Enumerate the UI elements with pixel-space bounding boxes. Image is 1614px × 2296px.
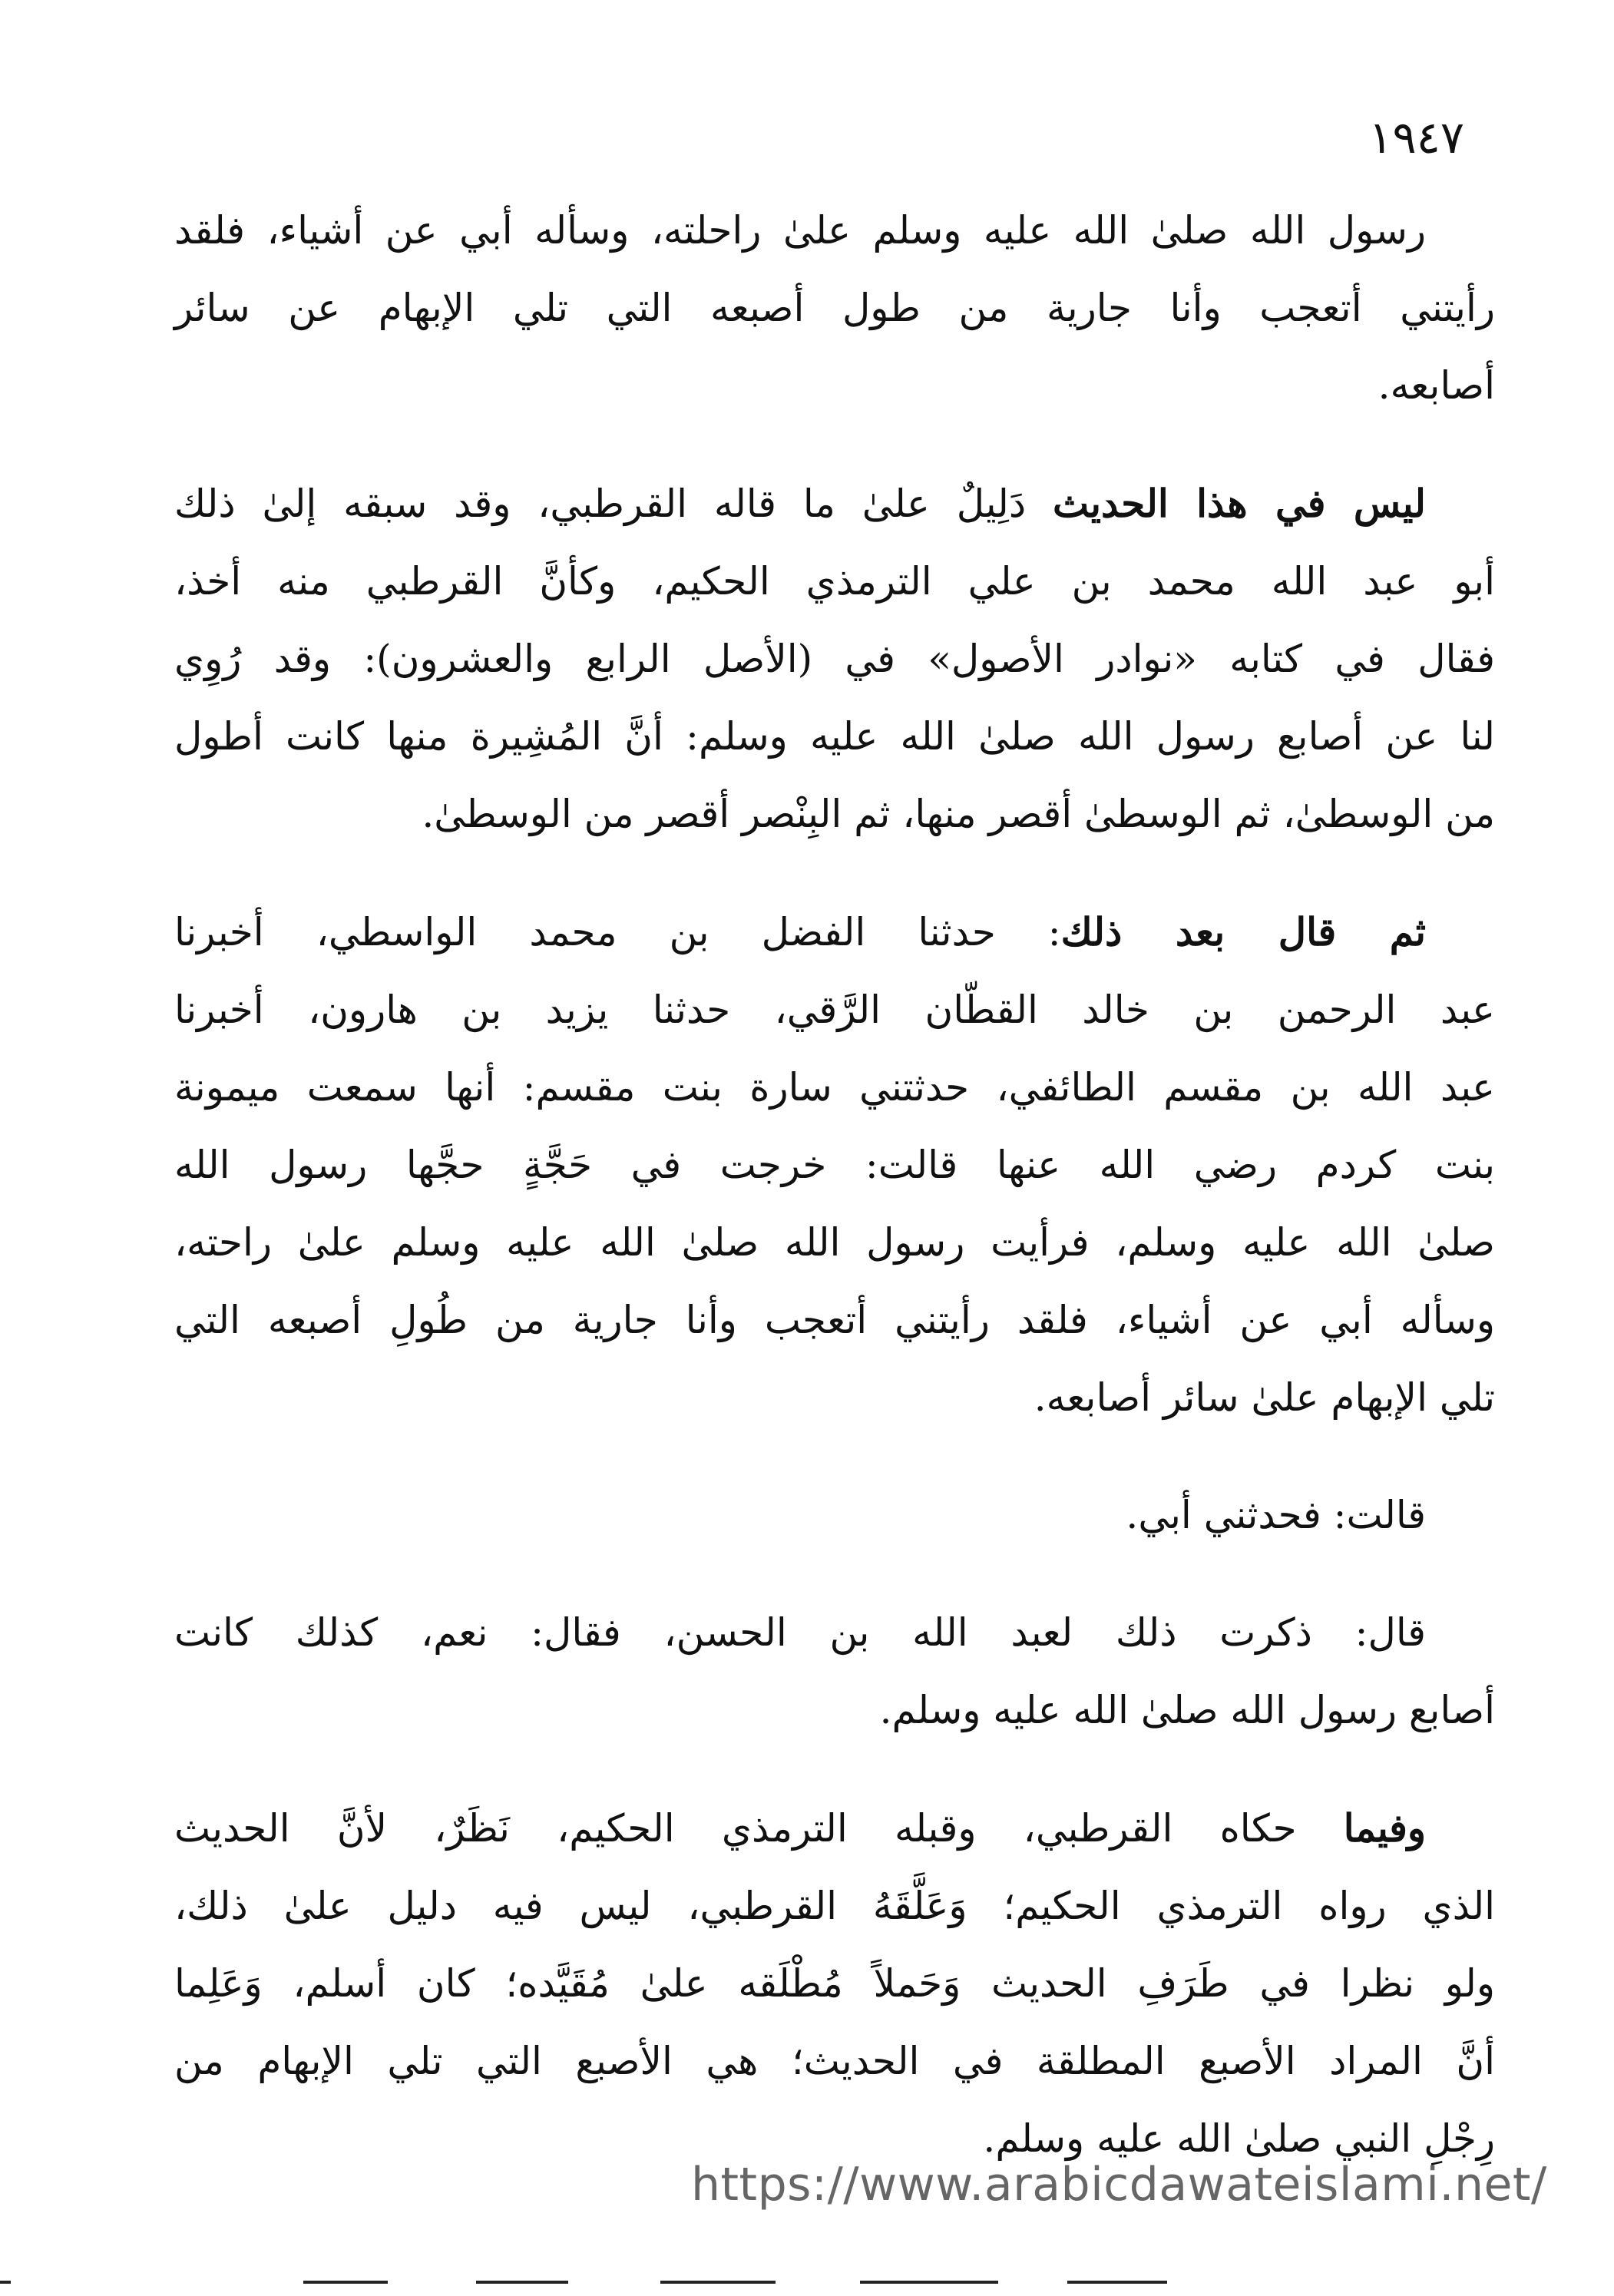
scan-mark	[860, 2281, 998, 2284]
text-line: قال: ذكرت ذلك لعبد الله بن الحسن، فقال: نعم، كذلك كانت	[174, 1610, 1426, 1655]
text-line: تلي الإبهام علىٰ سائر أصابعه.	[1034, 1375, 1495, 1420]
text-line: أصابع رسول الله صلىٰ الله عليه وسلم.	[879, 1688, 1495, 1732]
paragraph-1	[174, 192, 1495, 425]
text-line: الذي رواه الترمذي الحكيم؛ وَعَلَّقَهُ القرطبي، ليس فيه دليل علىٰ ذلك،	[174, 1884, 1495, 1928]
text-line: صلىٰ الله عليه وسلم، فرأيت رسول الله صلىٰ الله عليه وسلم علىٰ راحته،	[174, 1220, 1495, 1265]
text-line: رأيتني أتعجب وأنا جارية من طول أصبعه التي تلي الإبهام عن سائر	[174, 286, 1495, 330]
paragraph-lead: وفيما	[1343, 1805, 1426, 1851]
scan-mark	[303, 2281, 388, 2284]
page-body	[174, 192, 1495, 2218]
text-line: أنَّ المراد الأصبع المطلقة في الحديث؛ هي الأصبع التي تلي الإبهام من	[174, 2039, 1495, 2083]
paragraph-lead: ثم قال بعد ذلك	[1060, 909, 1426, 954]
text-line	[174, 893, 1495, 971]
scan-mark	[660, 2281, 776, 2284]
text-line	[174, 1789, 1495, 1868]
paragraph-4	[174, 1477, 1495, 1554]
text-line: لنا عن أصابع رسول الله صلىٰ الله عليه وسلم: أنَّ المُشِيرة منها كانت أطول	[174, 714, 1495, 759]
text-line: من الوسطىٰ، ثم الوسطىٰ أقصر منها، ثم البِنْصر أقصر من الوسطىٰ.	[422, 792, 1495, 836]
paragraph-6	[174, 1789, 1495, 2178]
text-line	[174, 465, 1495, 543]
paragraph-3	[174, 893, 1495, 1437]
text-run: حكاه القرطبي، وقبله الترمذي الحكيم، نَظَرٌ، لأنَّ الحديث	[174, 1806, 1344, 1851]
text-line: فقال في كتابه «نوادر الأصول» في (الأصل الرابع والعشرون): وقد رُوِي	[174, 637, 1495, 681]
text-line: أصابعه.	[1378, 363, 1495, 408]
scan-mark	[1067, 2281, 1167, 2284]
text-line: رسول الله صلىٰ الله عليه وسلم علىٰ راحلته، وسأله أبي عن أشياء، فلقد	[174, 208, 1426, 253]
text-line: بنت كردم رضي الله عنها قالت: خرجت في حَجَّةٍ حجَّها رسول الله	[174, 1143, 1495, 1187]
scan-mark	[0, 2281, 11, 2284]
paragraph-5	[174, 1594, 1495, 1749]
paragraph-2	[174, 465, 1495, 853]
text-line: قالت: فحدثني أبي.	[1126, 1493, 1426, 1537]
text-run: دَلِيلٌ علىٰ ما قاله القرطبي، وقد سبقه إلىٰ ذلك	[174, 481, 1053, 526]
scan-mark	[476, 2281, 568, 2284]
text-line: ولو نظرا في طَرَفِ الحديث وَحَملاً مُطْلَقه علىٰ مُقَيَّده؛ كان أسلم، وَعَلِما	[174, 1961, 1495, 2006]
paragraph-lead: ليس في هذا الحديث	[1053, 481, 1426, 526]
page-number: ١٩٤٧	[1368, 111, 1464, 164]
text-line: وسأله أبي عن أشياء، فلقد رأيتني أتعجب وأنا جارية من طُولِ أصبعه التي	[174, 1298, 1495, 1342]
text-line: أبو عبد الله محمد بن علي الترمذي الحكيم، وكأنَّ القرطبي منه أخذ،	[174, 559, 1495, 604]
text-line: رِجْلِ النبي صلىٰ الله عليه وسلم.	[983, 2116, 1495, 2161]
watermark-url: https://www.arabicdawateislami.net/	[691, 2158, 1547, 2212]
text-line: عبد الله بن مقسم الطائفي، حدثتني سارة بنت مقسم: أنها سمعت ميمونة	[174, 1065, 1495, 1110]
text-line: عبد الرحمن بن خالد القطّان الرَّقي، حدثنا يزيد بن هارون، أخبرنا	[174, 988, 1495, 1032]
scan-edge-marks	[0, 2273, 1614, 2288]
text-run: : حدثنا الفضل بن محمد الواسطي، أخبرنا	[174, 910, 1061, 954]
